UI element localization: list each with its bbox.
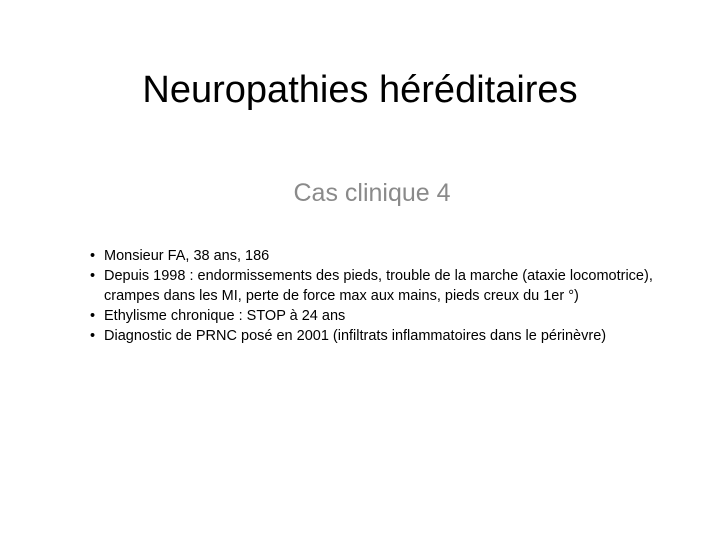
bullet-marker: • (90, 308, 96, 324)
bullet-text: Monsieur FA, 38 ans, 186 (104, 248, 270, 264)
bullet-marker: • (90, 248, 96, 264)
bullet-text: Depuis 1998 : endormissements des pieds, trouble de la marche (ataxie locomotrice), crampes dans les MI, perte de force max aux mains, pieds creux du 1er °) (104, 268, 653, 304)
bullet-marker: • (90, 268, 96, 284)
bullet-item (90, 246, 689, 266)
bullet-text: Ethylisme chronique : STOP à 24 ans (104, 308, 346, 324)
bullet-marker: • (90, 328, 96, 344)
slide-subtitle: Cas clinique 4 (293, 179, 451, 207)
bullet-item (90, 306, 689, 326)
bullet-item (90, 266, 689, 306)
slide-title: Neuropathies héréditaires (142, 69, 578, 111)
bullet-text: Diagnostic de PRNC posé en 2001 (infiltrats inflammatoires dans le périnèvre) (104, 328, 607, 344)
bullet-list (90, 246, 689, 346)
bullet-item (90, 326, 689, 346)
